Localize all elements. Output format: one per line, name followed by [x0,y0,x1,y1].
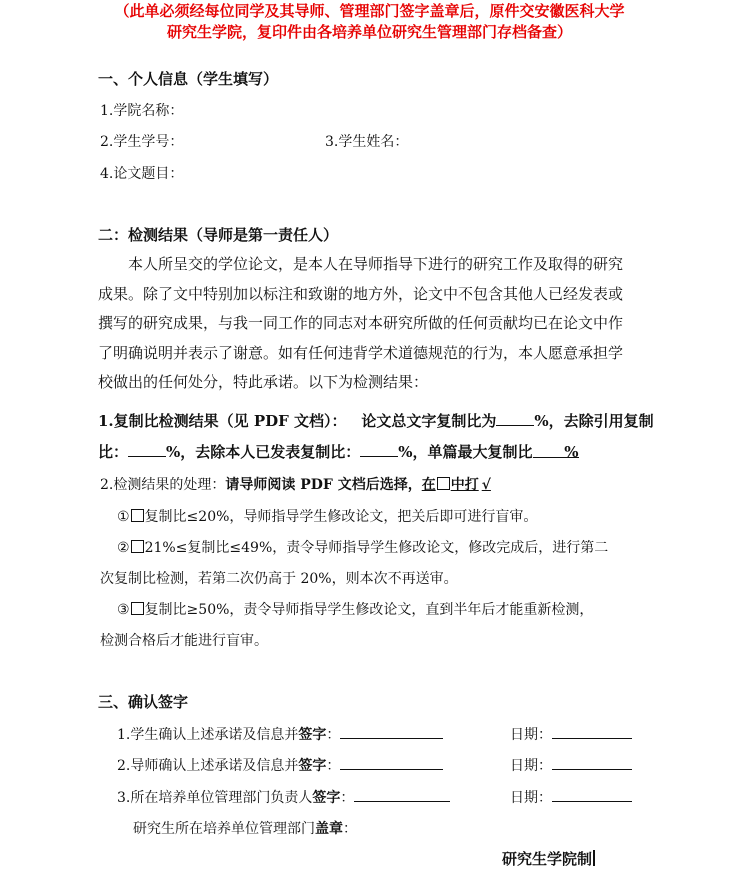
option-3-checkbox[interactable] [131,602,144,615]
handling-instruction: 请导师阅读 PDF 文档后选择， [225,477,422,493]
exclude-self-blank [360,442,398,457]
option-1-text: 复制比≤20%，导师指导学生修改论文，把关后即可进行盲审。 [144,509,538,525]
option-3-number: ③ [117,602,130,618]
exclude-self-label: %，去除本人已发表复制比： [166,443,361,461]
similarity-result-line-2 [98,441,579,462]
similarity-result-line-1 [98,410,654,431]
unit-head-label: 3.所在培养单位管理部门负责人 [117,790,313,806]
advisor-signature-blank[interactable] [340,755,443,770]
student-name-field: 3.学生姓名： [325,134,409,150]
option-3-continued: 检测合格后才能进行盲审。 [100,633,268,649]
declaration-line: 了明确说明并表示了谢意。如有任何违背学术道德规范的行为，本人愿意承担学 [98,343,624,362]
check-suffix: 中打 [450,477,479,493]
total-rate-label: 论文总文字复制比为 [361,412,497,430]
date-label: 日期： [510,790,552,806]
option-1 [117,506,537,526]
student-date-blank[interactable] [552,724,632,739]
notice-header [0,1,739,43]
seal-row [133,818,357,838]
advisor-signature-row [117,755,443,775]
thesis-title-field: 4.论文题目： [100,166,184,182]
issuer-text: 研究生学院制 [502,850,593,868]
option-2-checkbox[interactable] [131,540,144,553]
exclude-refs-label: %，去除引用复制 [534,412,654,430]
checkbox-icon [437,477,450,490]
option-3 [117,599,593,619]
unit-head-signature-blank[interactable] [354,787,450,802]
sign-label: 签字 [312,790,341,806]
student-confirm-label: 1.学生确认上述承诺及信息并 [117,727,299,743]
max-single-label: %，单篇最大复制比 [398,443,533,461]
seal-label: 盖章 [315,821,343,837]
section-check-results-title: 二：检测结果（导师是第一责任人） [98,226,339,244]
declaration-line: 本人所呈交的学位论文，是本人在导师指导下进行的研究工作及取得的研究 [128,255,624,273]
section-signature-title: 三、确认签字 [98,693,189,711]
handling-label: 2.检测结果的处理： [100,477,226,493]
colon: ： [340,790,355,806]
option-1-number: ① [117,509,130,525]
unit-head-signature-row [117,787,450,807]
check-prefix: 在 [421,477,436,493]
student-signature-row [117,724,443,744]
declaration-line: 成果。除了文中特别加以标注和致谢的地方外，论文中不包含其他人已经发表或 [98,284,624,303]
sign-label: 签字 [298,727,327,743]
college-name-field: 1.学院名称： [100,103,184,119]
colon: ： [326,758,341,774]
student-id-field: 2.学生学号： [100,134,184,150]
option-3-text: 复制比≥50%，责令导师指导学生修改论文，直到半年后才能重新检测， [144,602,594,618]
date-label: 日期： [510,758,552,774]
declaration-line: 校做出的任何处分，特此承诺。以下为检测结果： [98,373,429,391]
advisor-confirm-label: 2.导师确认上述承诺及信息并 [117,758,299,774]
check-instruction [422,477,491,493]
unit-head-date-row [510,787,632,807]
date-label: 日期： [510,727,552,743]
option-2-number: ② [117,540,130,556]
option-2-text: 21%≤复制比≤49%，责令导师指导学生修改论文，修改完成后，进行第二 [144,540,609,556]
colon: ： [343,821,357,837]
student-date-row [510,724,632,744]
option-2-continued: 次复制比检测，若第二次仍高于 20%，则本次不再送审。 [100,571,458,587]
exclude-refs-blank [128,442,166,457]
total-rate-blank [496,411,534,426]
notice-line-2: 研究生学院，复印件由各培养单位研究生管理部门存档备查） [166,23,572,41]
declaration-line: 撰写的研究成果，与我一同工作的同志对本研究所做的任何贡献均已在论文中作 [98,314,624,332]
text-cursor [593,850,595,866]
option-2 [117,537,608,557]
advisor-date-row [510,755,632,775]
student-signature-blank[interactable] [340,724,443,739]
advisor-date-blank[interactable] [552,755,632,770]
section-personal-info-title: 一、个人信息（学生填写） [98,70,279,88]
seal-prefix: 研究生所在培养单位管理部门 [133,821,315,837]
unit-head-date-blank[interactable] [552,787,632,802]
colon: ： [326,727,341,743]
sign-label: 签字 [298,758,327,774]
result-label: 1.复制比检测结果（见 PDF 文档）： [98,412,347,430]
exclude-refs-label-cont: 比： [98,443,129,461]
notice-line-1: （此单必须经每位同学及其导师、管理部门签字盖章后，原件交安徽医科大学 [114,2,625,20]
max-single-blank: % [533,443,579,458]
issuer-footer [502,848,595,869]
option-1-checkbox[interactable] [131,509,144,522]
declaration-paragraph [98,250,658,398]
checkmark-icon: √ [481,477,491,493]
handling-line [100,474,491,494]
